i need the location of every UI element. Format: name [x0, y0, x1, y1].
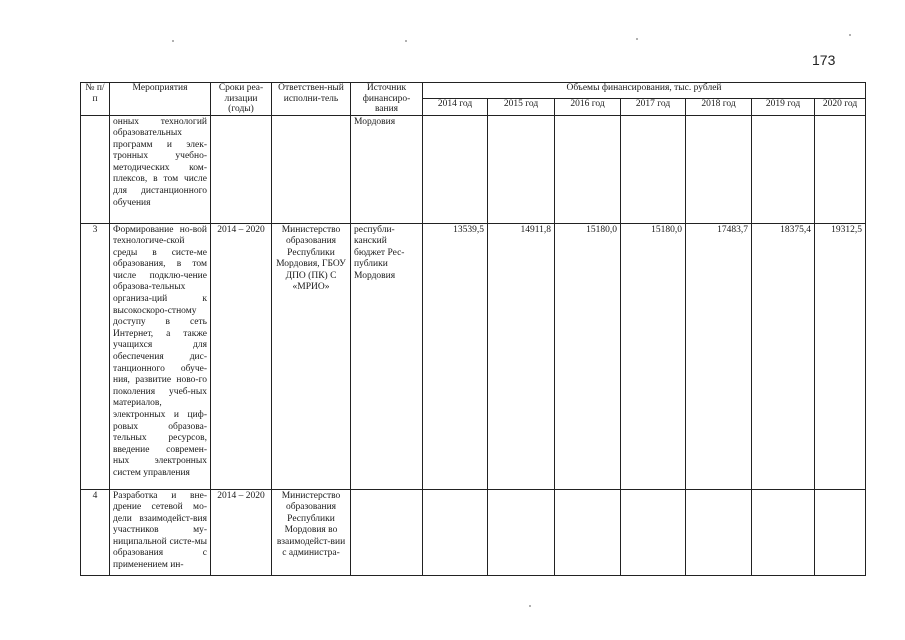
row-responsible: Министерство образования Республики Мордовия, ГБОУ ДПО (ПК) С «МРИО» [272, 223, 351, 489]
financing-table [80, 82, 866, 576]
row-value: 19312,5 [815, 223, 866, 489]
row-value [815, 115, 866, 223]
table-row [81, 489, 866, 575]
row-value: 18375,4 [752, 223, 815, 489]
row-activity: Разработка и вне-дрение сетевой мо-дели взаимодейст-вия участников му-ниципальной систе-мы образования с применением ин- [110, 489, 211, 575]
page-number: 173 [812, 52, 836, 68]
header-year: 2019 год [752, 99, 815, 115]
header-activity: Мероприятия [110, 83, 211, 116]
row-value [555, 489, 621, 575]
row-source: республи-канский бюджет Рес-публики Мордовия [351, 223, 423, 489]
header-year: 2015 год [488, 99, 555, 115]
row-value: 17483,7 [686, 223, 752, 489]
row-value: 13539,5 [423, 223, 488, 489]
row-value [423, 115, 488, 223]
row-value [423, 489, 488, 575]
scan-speck [172, 40, 174, 42]
row-value [686, 115, 752, 223]
row-value: 15180,0 [621, 223, 686, 489]
header-period: Сроки реа-лизации (годы) [211, 83, 272, 116]
header-year: 2020 год [815, 99, 866, 115]
header-responsible: Ответствен-ный исполни-тель [272, 83, 351, 116]
row-value [621, 489, 686, 575]
row-num: 3 [81, 223, 110, 489]
row-source [351, 489, 423, 575]
row-num [81, 115, 110, 223]
header-year: 2017 год [621, 99, 686, 115]
table-row [81, 115, 866, 223]
header-year: 2018 год [686, 99, 752, 115]
row-activity: Формирование но-вой технологиче-ской среды в систе-ме образования, в том числе подклю-чение образова-тельных организа-ций к высокоскоро-стному доступу в сеть Интернет, а также учащихся для обеспечения дис-танционного обуче-ния, развитие ново-го поколения учеб-ных материалов, электронных и циф-ровых образова-тельных ресурсов, введение современ-ных электронных систем управления [110, 223, 211, 489]
row-value [488, 115, 555, 223]
header-year: 2016 год [555, 99, 621, 115]
scan-speck [849, 34, 851, 36]
row-period [211, 115, 272, 223]
row-value [815, 489, 866, 575]
row-period: 2014 – 2020 [211, 489, 272, 575]
scan-speck [529, 605, 531, 607]
header-num: № п/п [81, 83, 110, 116]
header-year: 2014 год [423, 99, 488, 115]
row-responsible: Министерство образования Республики Мордовия во взаимодейст-вии с администра- [272, 489, 351, 575]
scan-speck [636, 38, 638, 40]
row-period: 2014 – 2020 [211, 223, 272, 489]
header-source: Источник финансиро-вания [351, 83, 423, 116]
row-value [686, 489, 752, 575]
row-value [488, 489, 555, 575]
row-source: Мордовия [351, 115, 423, 223]
row-value: 15180,0 [555, 223, 621, 489]
header-volume: Объемы финансирования, тыс. рублей [423, 83, 866, 99]
row-value [752, 489, 815, 575]
scan-speck [405, 40, 407, 42]
row-activity: онных технологий образовательных программ и элек-тронных учебно-методических ком-плексов, в том числе для дистанционного обучения [110, 115, 211, 223]
row-value [752, 115, 815, 223]
row-value [621, 115, 686, 223]
row-value: 14911,8 [488, 223, 555, 489]
row-responsible [272, 115, 351, 223]
row-value [555, 115, 621, 223]
row-num: 4 [81, 489, 110, 575]
table-row [81, 223, 866, 489]
